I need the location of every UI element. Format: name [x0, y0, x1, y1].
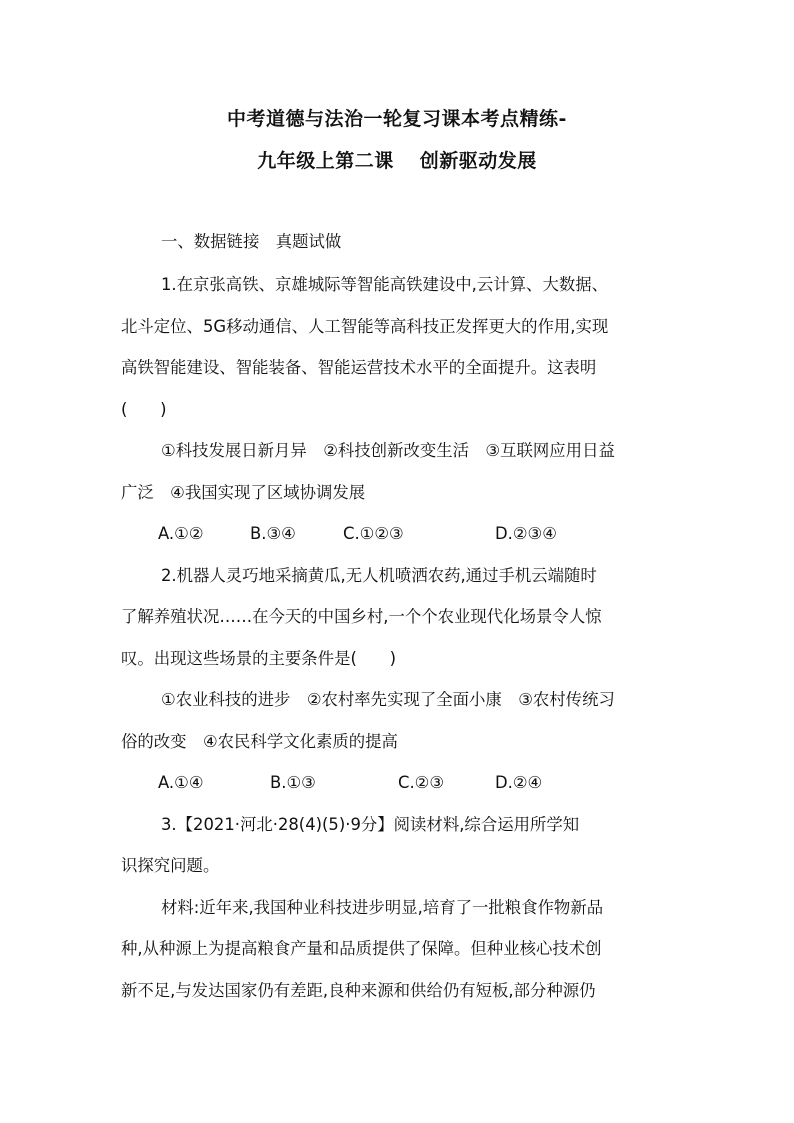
q2-option-a: A.①④ — [158, 773, 204, 792]
q2-option-b: B.①③ — [270, 773, 316, 792]
q2-options — [0, 772, 794, 794]
q3-material: 新不足,与发达国家仍有差距,良种来源和供给仍有短板,部分种源仍 — [121, 981, 596, 1000]
doc-title-line2 — [0, 146, 794, 173]
q3-material: 种,从种源上为提高粮食产量和品质提供了保障。但种业核心技术创 — [121, 939, 602, 958]
q1-statements: ①科技发展日新月异 ②科技创新改变生活 ③互联网应用日益 — [161, 441, 615, 460]
q2-option-d: D.②④ — [495, 773, 543, 792]
q3-line: 识探究问题。 — [121, 856, 220, 875]
q2-line: 2.机器人灵巧地采摘黄瓜,无人机喷洒农药,通过手机云端随时 — [161, 566, 597, 585]
q1-option-c: C.①②③ — [343, 524, 404, 543]
section-heading: 一、数据链接 真题试做 — [161, 232, 342, 251]
q2-line: 叹。出现这些场景的主要条件是( ) — [121, 649, 397, 668]
q1-option-a: A.①② — [158, 524, 204, 543]
q2-statements: 俗的改变 ④农民科学文化素质的提高 — [121, 732, 398, 751]
q1-line: 高铁智能建设、智能装备、智能运营技术水平的全面提升。这表明 — [121, 358, 597, 377]
doc-title-grade: 九年级上第二课 — [257, 150, 394, 172]
q2-option-c: C.②③ — [398, 773, 445, 792]
q1-line: 北斗定位、5G移动通信、人工智能等高科技正发挥更大的作用,实现 — [121, 317, 609, 336]
q1-statements: 广泛 ④我国实现了区域协调发展 — [121, 483, 366, 502]
q2-statements: ①农业科技的进步 ②农村率先实现了全面小康 ③农村传统习 — [161, 690, 615, 709]
q1-answer-blank: ( ) — [121, 400, 167, 419]
q3-line: 3.【2021·河北·28(4)(5)·9分】阅读材料,综合运用所学知 — [161, 815, 580, 834]
q1-options — [0, 523, 794, 545]
q1-option-d: D.②③④ — [495, 524, 557, 543]
q1-option-b: B.③④ — [250, 524, 296, 543]
q3-material: 材料:近年来,我国种业科技进步明显,培育了一批粮食作物新品 — [161, 898, 604, 917]
q2-line: 了解养殖状况……在今天的中国乡村,一个个农业现代化场景令人惊 — [121, 607, 602, 626]
q1-line: 1.在京张高铁、京雄城际等智能高铁建设中,云计算、大数据、 — [161, 275, 609, 294]
doc-title-lesson: 创新驱动发展 — [419, 150, 537, 172]
doc-title-line1: 中考道德与法治一轮复习课本考点精练- — [227, 108, 567, 130]
